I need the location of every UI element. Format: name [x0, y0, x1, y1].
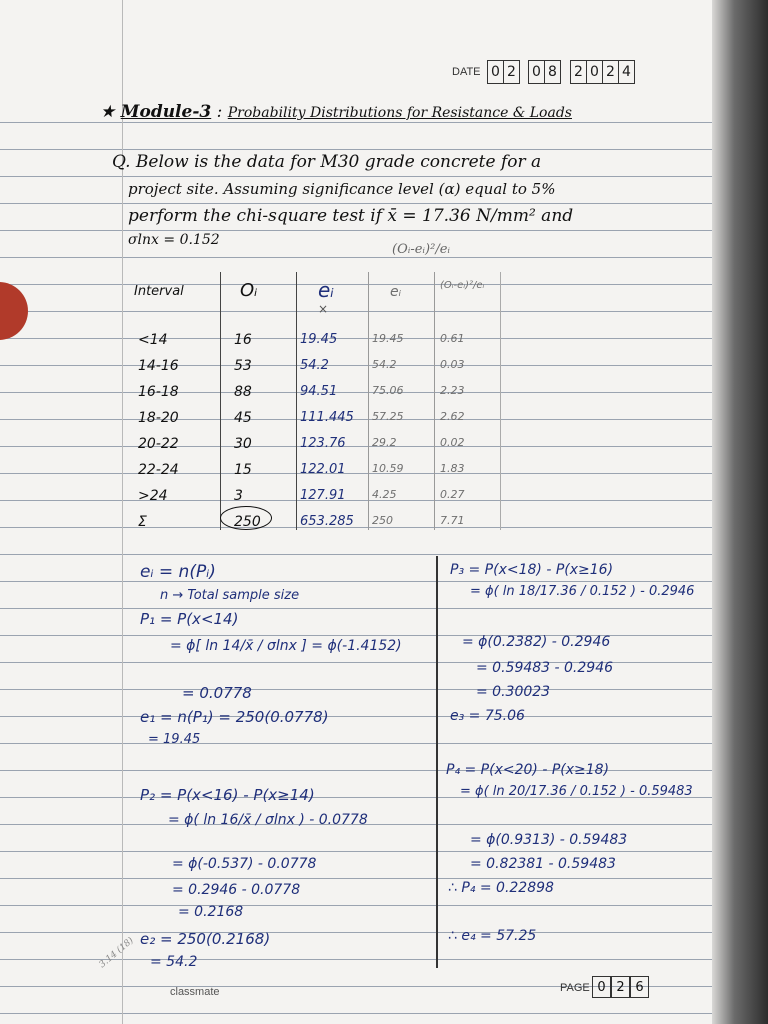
- right-work-line: = 0.82381 - 0.59483: [470, 856, 616, 872]
- table-cell-e2: 10.59: [372, 462, 404, 475]
- table-header: Interval: [134, 284, 184, 299]
- notebook-edge: [712, 0, 768, 1024]
- table-cell-interval: 18-20: [138, 410, 179, 426]
- table-cell-e: 94.51: [300, 384, 338, 399]
- question-line: project site. Assuming significance level (α) equal to 5%: [128, 180, 556, 198]
- date-digit: 0: [528, 60, 545, 84]
- date-digit: 2: [503, 60, 520, 84]
- left-work-line: P₁ = P(x<14): [140, 610, 239, 628]
- table-cell-interval: 22-24: [138, 462, 179, 478]
- table-column-divider: [434, 272, 435, 530]
- right-work-line: P₄ = P(x<20) - P(x≥18): [446, 762, 610, 778]
- table-header: (Oᵢ-eᵢ)²/eᵢ: [440, 280, 485, 291]
- right-work-line: = ϕ( ln 18/17.36 / 0.152 ) - 0.2946: [470, 584, 695, 599]
- date-digit: 8: [544, 60, 561, 84]
- table-cell-interval: >24: [138, 488, 168, 504]
- table-cell-e: 653.285: [300, 514, 354, 529]
- table-cell-e2: 54.2: [372, 358, 397, 371]
- table-header: eᵢ: [318, 278, 334, 302]
- table-cell-o: 30: [234, 436, 252, 452]
- left-work-line: = 0.2946 - 0.0778: [172, 882, 301, 898]
- right-work-line: e₃ = 75.06: [450, 708, 525, 724]
- right-work-line: = 0.30023: [476, 684, 551, 700]
- table-cell-chi: 2.62: [440, 410, 465, 423]
- left-work-line: e₁ = n(P₁) = 250(0.0778): [140, 708, 329, 726]
- table-cell-e2: 29.2: [372, 436, 397, 449]
- left-work-line: eᵢ = n(Pᵢ): [140, 562, 216, 582]
- table-column-divider: [368, 272, 369, 530]
- left-work-line: = ϕ[ ln 14/x̄ / σlnx ] = ϕ(-1.4152): [170, 638, 402, 654]
- chi-square-table: [122, 272, 514, 530]
- table-cell-chi: 0.02: [440, 436, 465, 449]
- left-work-line: = 0.2168: [178, 904, 244, 920]
- right-work-line: = ϕ(0.9313) - 0.59483: [470, 832, 628, 848]
- right-work-line: P₃ = P(x<18) - P(x≥16): [450, 562, 614, 578]
- left-work-line: = ϕ(-0.537) - 0.0778: [172, 856, 317, 872]
- date-digit: 4: [618, 60, 635, 84]
- table-cell-chi: 2.23: [440, 384, 465, 397]
- right-work-line: = ϕ(0.2382) - 0.2946: [462, 634, 611, 650]
- table-cell-e2: 19.45: [372, 332, 404, 345]
- table-cell-e2: 75.06: [372, 384, 404, 397]
- table-cell-e: 111.445: [300, 410, 354, 425]
- left-work-line: n → Total sample size: [160, 588, 300, 603]
- margin-note: 3.14 (18): [97, 935, 136, 971]
- table-column-divider: [220, 272, 221, 530]
- date-label: DATE: [452, 66, 481, 78]
- table-cell-e2: 250: [372, 514, 393, 527]
- table-cell-o: 88: [234, 384, 252, 400]
- table-header: eᵢ: [390, 284, 402, 300]
- table-cell-chi: 0.61: [440, 332, 465, 345]
- module-title: Probability Distributions for Resistance & Loads: [227, 105, 572, 121]
- table-cell-chi: 0.03: [440, 358, 465, 371]
- date-digit: 0: [487, 60, 504, 84]
- date-digit: 0: [586, 60, 603, 84]
- table-cell-o: 45: [234, 410, 252, 426]
- table-cell-e: 19.45: [300, 332, 338, 347]
- left-work-line: = 19.45: [148, 732, 201, 747]
- table-column-divider: [500, 272, 501, 530]
- right-work-line: = ϕ( ln 20/17.36 / 0.152 ) - 0.59483: [460, 784, 693, 799]
- table-cell-e2: 57.25: [372, 410, 404, 423]
- table-cell-chi: 7.71: [440, 514, 465, 527]
- table-cell-chi: 0.27: [440, 488, 465, 501]
- table-cell-o: 250: [234, 514, 261, 530]
- page-digit: 6: [630, 976, 649, 998]
- page-digit: 2: [611, 976, 630, 998]
- binder-tab: [0, 282, 28, 340]
- question-line: perform the chi-square test if x̄ = 17.36 N/mm² and: [128, 206, 574, 226]
- question-line: Q. Below is the data for M30 grade concrete for a: [112, 152, 542, 172]
- left-work-line: = 54.2: [150, 954, 198, 970]
- table-cell-interval: <14: [138, 332, 168, 348]
- left-work-line: P₂ = P(x<16) - P(x≥14): [140, 786, 315, 804]
- star-icon: ★: [100, 102, 116, 122]
- right-work-line: ∴ e₄ = 57.25: [448, 928, 537, 944]
- module-heading: [100, 102, 572, 122]
- table-cell-o: 53: [234, 358, 252, 374]
- total-circle: [220, 506, 272, 530]
- table-cell-interval: 20-22: [138, 436, 179, 452]
- table-cell-e: 127.91: [300, 488, 346, 503]
- table-cell-interval: 16-18: [138, 384, 179, 400]
- page-digit: 0: [592, 976, 611, 998]
- right-work-line: = 0.59483 - 0.2946: [476, 660, 614, 676]
- table-cell-o: 15: [234, 462, 252, 478]
- left-work-line: = 0.0778: [182, 684, 252, 702]
- table-header-note: ×: [318, 302, 329, 316]
- page-label: PAGE: [560, 982, 590, 994]
- table-cell-interval: 14-16: [138, 358, 179, 374]
- table-cell-o: 16: [234, 332, 252, 348]
- table-header: Oᵢ: [240, 280, 258, 301]
- table-cell-interval: Σ: [138, 514, 147, 530]
- date-digit: 2: [602, 60, 619, 84]
- left-work-line: = ϕ( ln 16/x̄ / σlnx ) - 0.0778: [168, 812, 368, 828]
- heading-separator: :: [216, 102, 223, 122]
- module-number: Module-3: [120, 102, 212, 122]
- table-cell-e2: 4.25: [372, 488, 397, 501]
- table-cell-e: 123.76: [300, 436, 346, 451]
- brand-name: classmate: [170, 986, 220, 998]
- table-cell-chi: 1.83: [440, 462, 465, 475]
- table-column-divider: [296, 272, 297, 530]
- table-cell-o: 3: [234, 488, 243, 504]
- date-digit: 2: [570, 60, 587, 84]
- question-line: σlnx = 0.152: [128, 232, 220, 248]
- left-work-line: e₂ = 250(0.2168): [140, 930, 271, 948]
- table-cell-e: 54.2: [300, 358, 329, 373]
- formula-note: (Oᵢ-eᵢ)²/eᵢ: [392, 242, 451, 257]
- right-work-line: ∴ P₄ = 0.22898: [448, 880, 554, 896]
- table-cell-e: 122.01: [300, 462, 346, 477]
- column-divider: [436, 556, 438, 968]
